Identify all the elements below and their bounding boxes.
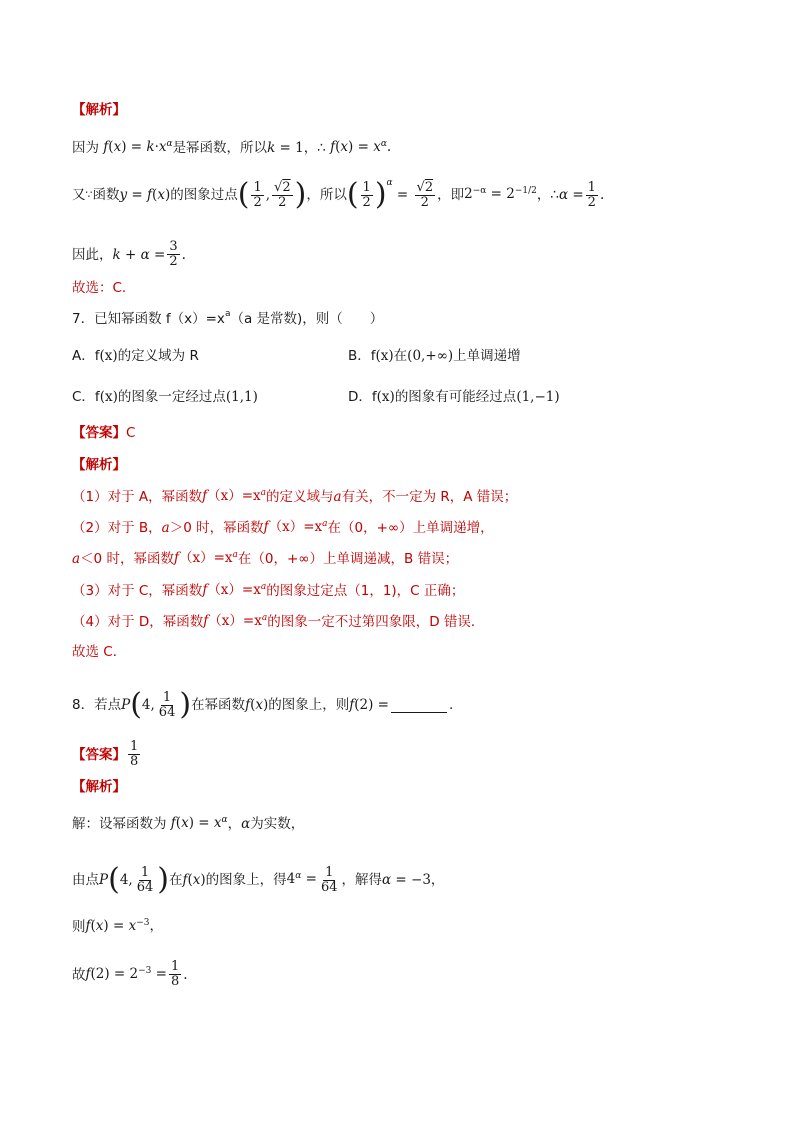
q6-analysis-line3: 因此， k + α = $\frac{3}{2}$ . [72, 239, 186, 269]
q6-analysis-line1: 因为 $f(x) = k\cdot x^\alpha$ 是幂函数，所以 k = 1 ，∴ $f(x) = x^\alpha$. [72, 139, 392, 156]
q7-step-1: （1）对于 A，幂函数 $f(x)=x^a$ 的定义域与 a 有关，不一定为 R，A 错误； [72, 488, 518, 505]
q8-answer: 【答案】 $\frac{1}{8}$ [72, 739, 139, 769]
q7-option-b: B．f (x) 在 (0,+∞) 上单调递增 [348, 348, 521, 364]
q7-step-2b: a ＜0 时，幂函数 $f(x)=x^a$ 在（0，+∞）上单调递减，B 错误； [72, 550, 459, 567]
q8-analysis-label: 【解析】 [72, 779, 126, 795]
q7-choose: 故选 C． [72, 644, 127, 660]
q6-analysis-label: 【解析】 [72, 102, 126, 118]
q7-step-2: （2）对于 B， a ＞0 时，幂函数 $f(x)=x^a$ 在（0，+∞）上单调递增， [72, 519, 494, 536]
q8-solution-line3: 则 $f(x) = x^{-3}$， [72, 918, 163, 935]
q7-option-c: C．f (x) 的图象一定经过点 (1,1) [72, 389, 258, 405]
q6-analysis-line2: 又 ∵ 函数 y = f(x) 的图象过点 ( $\frac{1}{2}$ , $\frac{√2}{2}$ ) ，所以 ( $\frac{1}{2}$ ) $^\alpha$ = $\frac{√2}{2}$ ，即 $2^{-\alpha} = 2^{-1/2}$ ，∴ α = $\frac{1}{2}$ . [72, 177, 605, 212]
q7-step-3: （3）对于 C，幂函数 $f(x)=x^a$ 的图象过定点（1，1)，C 正确； [72, 582, 465, 599]
q8-solution-line1: 解：设幂函数为 $f(x) = x^\alpha$ ， α 为实数， [72, 815, 305, 832]
q7-answer: 【答案】 C [72, 425, 136, 441]
q6-choose: 故选：C. [72, 280, 127, 296]
q7-stem: 7．已知幂函数 f（x）=x $^a$ （a 是常数)，则（ ） [72, 309, 384, 327]
q8-solution-line2: 由点 P ( 4, $\frac{1}{64}$ ) 在 f(x) 的图象上，得 $4^\alpha$ = $\frac{1}{64}$ ，解得 α = −3， [72, 862, 445, 897]
answer-blank [391, 698, 447, 713]
q7-step-4: （4）对于 D，幂函数 $f(x)=x^a$ 的图象一定不过第四象限，D 错误． [72, 613, 485, 630]
q7-analysis-label: 【解析】 [72, 457, 126, 473]
q7-option-a: A．f (x) 的定义域为 R [72, 348, 199, 364]
q7-option-d: D．f (x) 的图象有可能经过点 (1,−1) [348, 389, 560, 405]
q8-solution-line4: 故 $f(2) = 2^{-3}$ = $\frac{1}{8}$ . [72, 959, 188, 989]
q8-stem: 8．若点 P ( 4, $\frac{1}{64}$ ) 在幂函数 f(x) 的图象上，则 f(2) = . [72, 687, 454, 722]
